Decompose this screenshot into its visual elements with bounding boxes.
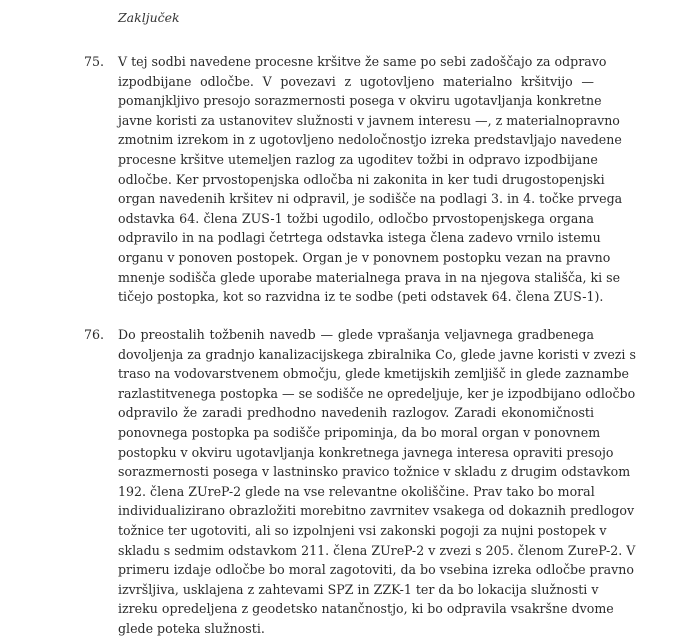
text-line: tičejo postopka, kot so razvidna iz te sodbe (peti odstavek 64. člena ZUS-1). [118, 289, 604, 305]
paragraph-body [118, 325, 636, 639]
text-line: javne koristi za ustanovitev služnosti v javnem interesu —, z materialnopravno [118, 112, 620, 128]
text-line: organu v ponoven postopek. Organ je v ponovnem postopku vezan na pravno [118, 249, 611, 265]
text-line: primeru izdaje odločbe bo moral zagotoviti, da bo vsebina izreka odločbe pravno [118, 562, 634, 578]
text-line: glede poteka služnosti. [118, 620, 265, 636]
text-line: izvršljiva, usklajena z zahtevami SPZ in ZZK-1 ter da bo lokacija služnosti v [118, 581, 599, 597]
text-line: Do preostalih tožbenih navedb — glede vprašanja veljavnega gradbenega [118, 327, 594, 342]
paragraph-body [118, 52, 623, 307]
text-line: mnenje sodišča glede uporabe materialnega prava in na njegova stališča, ki se [118, 269, 621, 285]
text-line: odstavka 64. člena ZUS-1 tožbi ugodilo, odločbo prvostopenjskega organa [118, 210, 594, 226]
text-line: odpravilo že zaradi predhodno navedenih razlogov. Zaradi ekonomičnosti [118, 405, 594, 421]
text-line: izpodbijane odločbe. V povezavi z ugotovljeno materialno kršitvijo — [118, 73, 594, 89]
text-line: sorazmernosti posega v lastninsko pravico tožnice v skladu z drugim odstavkom [118, 464, 631, 480]
text-line: postopku v okviru ugotavljanja konkretnega javnega interesa opraviti presojo [118, 444, 614, 460]
text-line: zmotnim izrekom in z ugotovljeno nedoločnostjo izreka predstavljajo navedene [118, 132, 622, 148]
text-line: individualizirano obrazložiti morebitno zavrnitev vsakega od dokaznih predlogov [118, 503, 635, 519]
text-line: traso na vodovarstvenem območju, glede kmetijskih zemljišč in glede zaznambe [118, 366, 629, 382]
text-line: organ navedenih kršitev ni odpravil, je sodišče na podlagi 3. in 4. točke prvega [118, 191, 623, 207]
paragraph-number: 76. [84, 327, 105, 342]
text-line: V tej sodbi navedene procesne kršitve že same po sebi zadoščajo za odpravo [118, 54, 607, 69]
text-line: pomanjkljivo presojo sorazmernosti posega v okviru ugotavljanja konkretne [118, 93, 602, 109]
paragraph-number: 75. [84, 54, 105, 69]
text-line: odločbe. Ker prvostopenjska odločba ni zakonita in ker tudi drugostopenjski [118, 171, 605, 187]
text-line: razlastitvenega postopka — se sodišče ne opredeljuje, ker je izpodbijano odločbo [118, 385, 636, 401]
text-line: dovoljenja za gradnjo kanalizacijskega zbiralnika Co, glede javne koristi v zvezi s [118, 346, 636, 362]
section-heading: Zaključek [118, 10, 180, 25]
text-line: izreku opredeljena z geodetsko natančnostjo, ki bo odpravila vsakršne dvome [118, 601, 614, 617]
text-line: 192. člena ZUreP-2 glede na vse relevantne okoliščine. Prav tako bo moral [118, 483, 595, 499]
text-line: odpravilo in na podlagi četrtega odstavka istega člena zadevo vrnilo istemu [118, 230, 601, 246]
text-line: procesne kršitve utemeljen razlog za ugoditev tožbi in odpravo izpodbijane [118, 151, 598, 167]
text-line: tožnice ter ugotoviti, ali so izpolnjeni vsi zakonski pogoji za nujni postopek v [118, 522, 607, 538]
text-line: ponovnega postopka pa sodišče pripominja, da bo moral organ v ponovnem [118, 424, 601, 440]
text-line: skladu s sedmim odstavkom 211. člena ZUreP-2 v zvezi s 205. členom ZureP-2. V [118, 542, 636, 558]
